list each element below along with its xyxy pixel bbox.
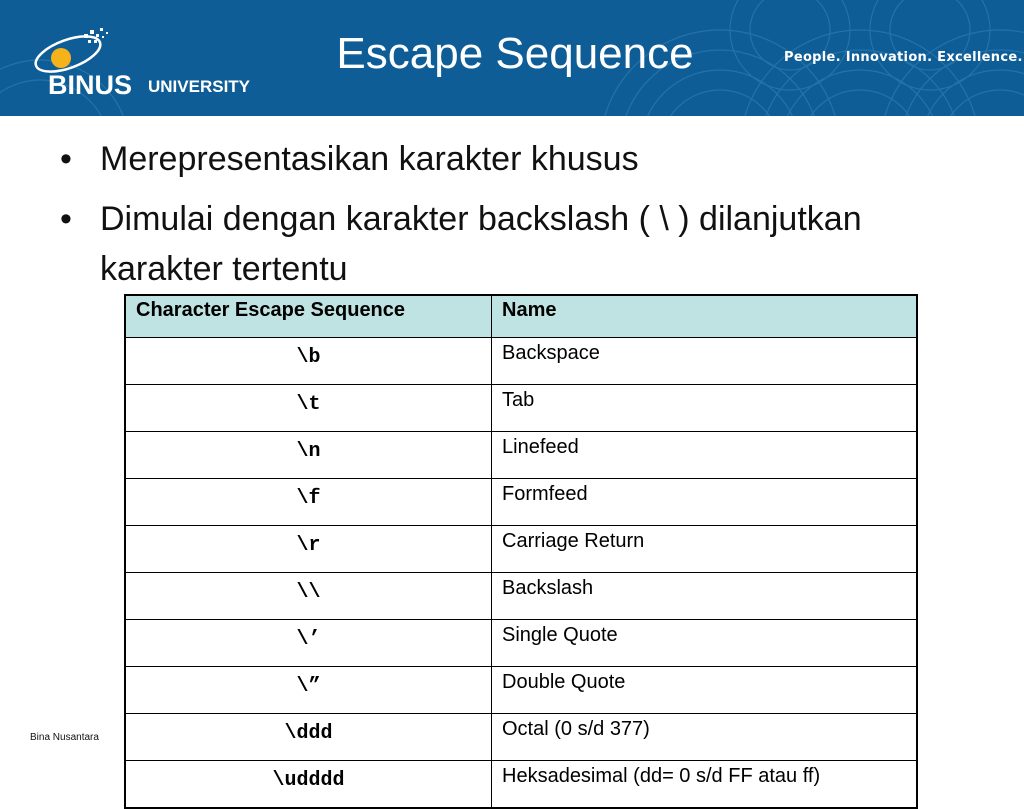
table-row [125,526,917,573]
bullet-text: Dimulai dengan karakter backslash ( \ ) dilanjutkan karakter tertentu [100,200,862,288]
escape-name: Single Quote [492,620,918,667]
svg-text:UNIVERSITY: UNIVERSITY [148,77,251,96]
table-row [125,573,917,620]
escape-code: \t [125,385,492,432]
table-row [125,432,917,479]
table-row [125,385,917,432]
escape-name: Heksadesimal (dd= 0 s/d FF atau ff) [492,761,918,809]
escape-code: \r [125,526,492,573]
tagline: People. Innovation. Excellence. [784,50,1023,65]
bullet-item [60,194,980,294]
escape-code: \udddd [125,761,492,809]
header-banner [0,0,1024,116]
bullet-item [60,134,980,184]
bullet-list [60,134,980,294]
escape-name: Linefeed [492,432,918,479]
escape-code: \n [125,432,492,479]
bullet-dot-icon: • [60,200,72,238]
escape-code: \” [125,667,492,714]
escape-name: Formfeed [492,479,918,526]
table-row [125,667,917,714]
escape-code: \\ [125,573,492,620]
binus-logo [28,14,298,104]
escape-name: Tab [492,385,918,432]
logo-text: BINUS [48,70,133,100]
escape-code: \ddd [125,714,492,761]
escape-name: Octal (0 s/d 377) [492,714,918,761]
escape-code: \’ [125,620,492,667]
escape-code: \f [125,479,492,526]
bullet-text: Merepresentasikan karakter khusus [100,140,639,178]
table-row [125,620,917,667]
escape-name: Carriage Return [492,526,918,573]
bullet-dot-icon: • [60,140,72,178]
escape-name: Backspace [492,338,918,385]
table-row [125,338,917,385]
table-header-row [125,295,917,338]
slide-title: Escape Sequence [336,29,694,78]
table-row [125,479,917,526]
escape-name: Double Quote [492,667,918,714]
escape-sequence-table [124,294,918,809]
column-header: Character Escape Sequence [125,295,492,338]
column-header: Name [492,295,918,338]
escape-name: Backslash [492,573,918,620]
footer-text: Bina Nusantara [30,732,99,743]
table-row [125,714,917,761]
escape-code: \b [125,338,492,385]
